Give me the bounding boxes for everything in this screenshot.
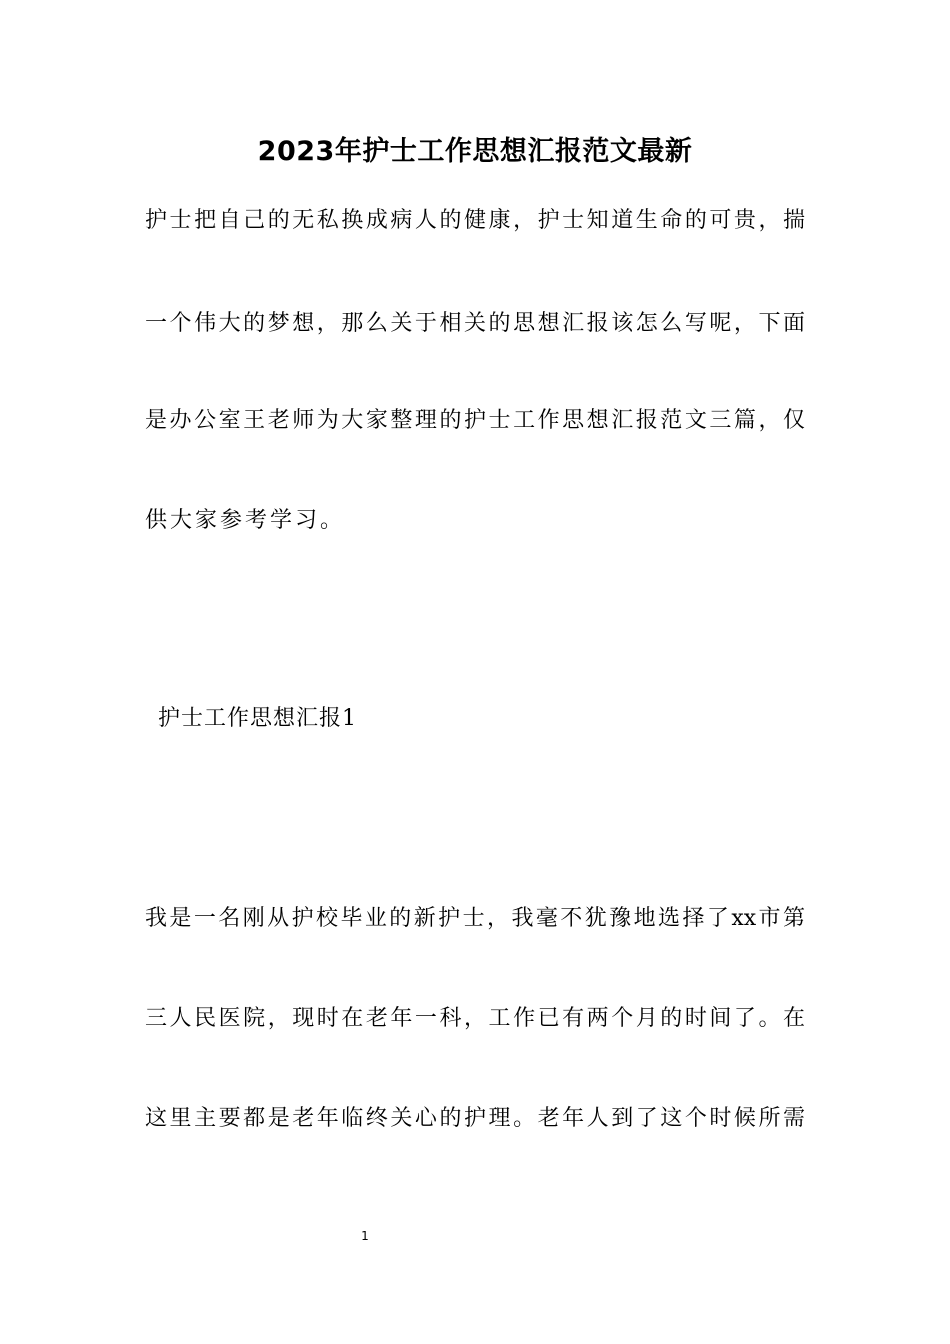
intro-line: 供大家参考学习。 <box>145 508 346 533</box>
body-line: 我是一名刚从护校毕业的新护士，我毫不犹豫地选择了xx市第 <box>145 906 805 931</box>
section-heading: 护士工作思想汇报1 <box>158 706 357 731</box>
intro-line: 一个伟大的梦想，那么关于相关的思想汇报该怎么写呢，下面 <box>145 311 805 336</box>
intro-line: 护士把自己的无私换成病人的健康，护士知道生命的可贵，揣 <box>145 208 805 233</box>
page-number: 1 <box>361 1229 369 1243</box>
document-title: 2023年护士工作思想汇报范文最新 <box>257 136 693 167</box>
intro-line: 是办公室王老师为大家整理的护士工作思想汇报范文三篇，仅 <box>145 408 805 433</box>
body-line: 三人民医院，现时在老年一科，工作已有两个月的时间了。在 <box>145 1006 805 1031</box>
body-line: 这里主要都是老年临终关心的护理。老年人到了这个时候所需 <box>145 1106 805 1131</box>
